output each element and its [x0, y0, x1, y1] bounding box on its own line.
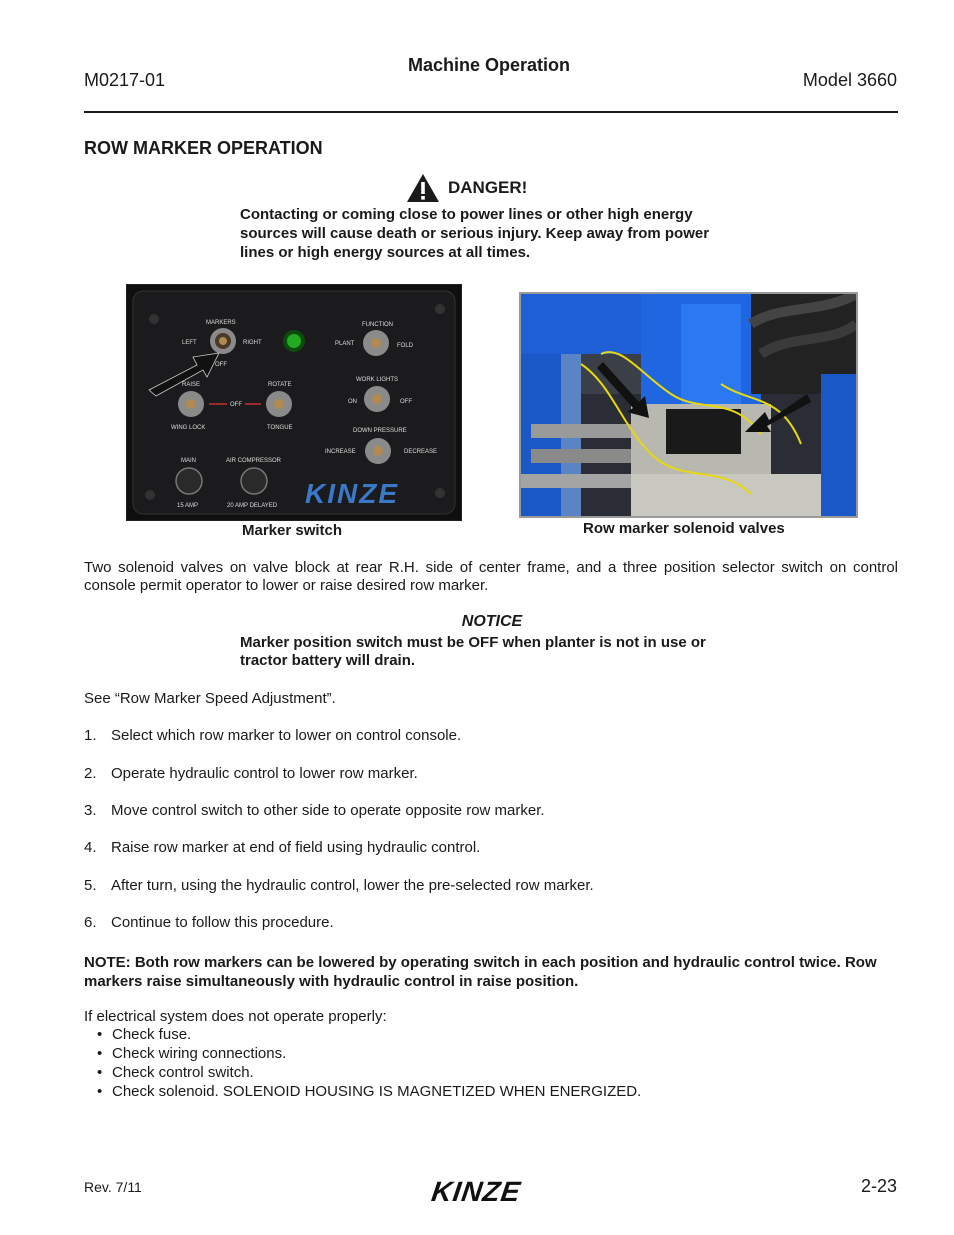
console-label-off-markers: OFF [215, 362, 227, 368]
list-item [84, 839, 480, 856]
document-number: M0217-01 [84, 70, 166, 90]
intro-paragraph: Two solenoid valves on valve block at rear R.H. side of center frame, and a three position selector switch on control console permit operator to lower or raise desired row marker. [84, 559, 898, 594]
check-text: Check solenoid. SOLENOID HOUSING IS MAGNETIZED WHEN ENERGIZED. [112, 1083, 642, 1100]
model-label: Model 3660 [802, 70, 897, 90]
page-number: 2-23 [860, 1176, 897, 1196]
list-item [84, 765, 418, 782]
revision-label: Rev. 7/11 [84, 1179, 142, 1195]
see-reference: See “Row Marker Speed Adjustment”. [84, 690, 336, 707]
console-label-markers: MARKERS [206, 320, 236, 326]
footer-logo-text: KINZE [430, 1176, 523, 1206]
console-label-right: RIGHT [243, 340, 262, 346]
step-text: Move control switch to other side to operate opposite row marker. [111, 802, 545, 819]
console-label-off-rotate: OFF [230, 402, 242, 408]
step-text: After turn, using the hydraulic control, lower the pre-selected row marker. [111, 877, 594, 894]
kinze-logo [430, 1176, 550, 1211]
warning-triangle-icon [406, 173, 440, 203]
section-heading: Machine Operation [407, 55, 571, 75]
list-item [97, 1045, 286, 1062]
electrical-intro: If electrical system does not operate properly: [84, 1008, 387, 1025]
step-number: 4. [84, 839, 97, 856]
console-label-down-pressure: DOWN PRESSURE [353, 428, 407, 434]
console-label-main: MAIN [181, 458, 196, 464]
figure-caption-solenoid-valves: Row marker solenoid valves [583, 520, 785, 537]
console-label-plant: PLANT [335, 341, 355, 347]
console-label-increase: INCREASE [325, 449, 356, 455]
console-label-wing-lock: WING LOCK [171, 425, 206, 431]
danger-heading [406, 173, 527, 203]
step-text: Raise row marker at end of field using hydraulic control. [111, 839, 481, 856]
page-title: ROW MARKER OPERATION [84, 138, 323, 158]
danger-label: DANGER! [448, 178, 528, 197]
console-label-function: FUNCTION [362, 322, 393, 328]
list-item [84, 914, 334, 931]
list-item [97, 1083, 641, 1100]
figure-caption-marker-switch: Marker switch [242, 522, 343, 539]
bullet-icon: • [97, 1045, 103, 1062]
check-text: Check fuse. [112, 1026, 192, 1043]
console-label-15-amp: 15 AMP [177, 503, 199, 509]
console-label-on: ON [348, 399, 357, 405]
list-item [97, 1064, 254, 1081]
console-label-left: LEFT [182, 340, 197, 346]
list-item [84, 877, 594, 894]
console-label-off-lights: OFF [400, 399, 412, 405]
step-text: Select which row marker to lower on control console. [111, 727, 462, 744]
solenoid-valves-photo [519, 292, 858, 518]
list-item [84, 802, 545, 819]
control-console-photo [126, 284, 462, 521]
bullet-icon: • [97, 1064, 103, 1081]
step-number: 5. [84, 877, 97, 894]
note-text: NOTE: Both row markers can be lowered by operating switch in each position and hydraulic control twice. Row markers raise simultaneously with hydraulic control in raise position. [84, 954, 877, 990]
console-label-work-lights: WORK LIGHTS [356, 377, 399, 383]
console-label-tongue: TONGUE [267, 425, 293, 431]
step-number: 6. [84, 914, 97, 931]
notice-text: Marker position switch must be OFF when planter is not in use or tractor battery will drain. [240, 634, 706, 669]
step-number: 3. [84, 802, 97, 819]
console-label-decrease: DECREASE [404, 449, 438, 455]
notice-label: NOTICE [461, 613, 523, 630]
console-label-rotate: ROTATE [268, 382, 292, 388]
step-number: 1. [84, 727, 97, 744]
check-text: Check control switch. [112, 1064, 254, 1081]
console-label-fold: FOLD [397, 343, 414, 349]
step-text: Continue to follow this procedure. [111, 914, 334, 931]
check-text: Check wiring connections. [112, 1045, 287, 1062]
console-label-raise: RAISE [182, 382, 201, 388]
list-item [84, 727, 461, 744]
danger-text: Contacting or coming close to power lines or other high energy sources will cause death or serious injury. Keep away from power lines or high energy sources at all times. [240, 206, 710, 261]
bullet-icon: • [97, 1083, 103, 1100]
console-label-20-amp: 20 AMP DELAYED [227, 503, 278, 509]
console-brand-logo: KINZE [305, 478, 399, 509]
step-number: 2. [84, 765, 97, 782]
bullet-icon: • [97, 1026, 103, 1043]
indicator-light [287, 334, 301, 348]
step-text: Operate hydraulic control to lower row marker. [111, 765, 418, 782]
list-item [97, 1026, 191, 1043]
header-divider [84, 111, 898, 113]
console-label-air-compressor: AIR COMPRESSOR [226, 458, 282, 464]
